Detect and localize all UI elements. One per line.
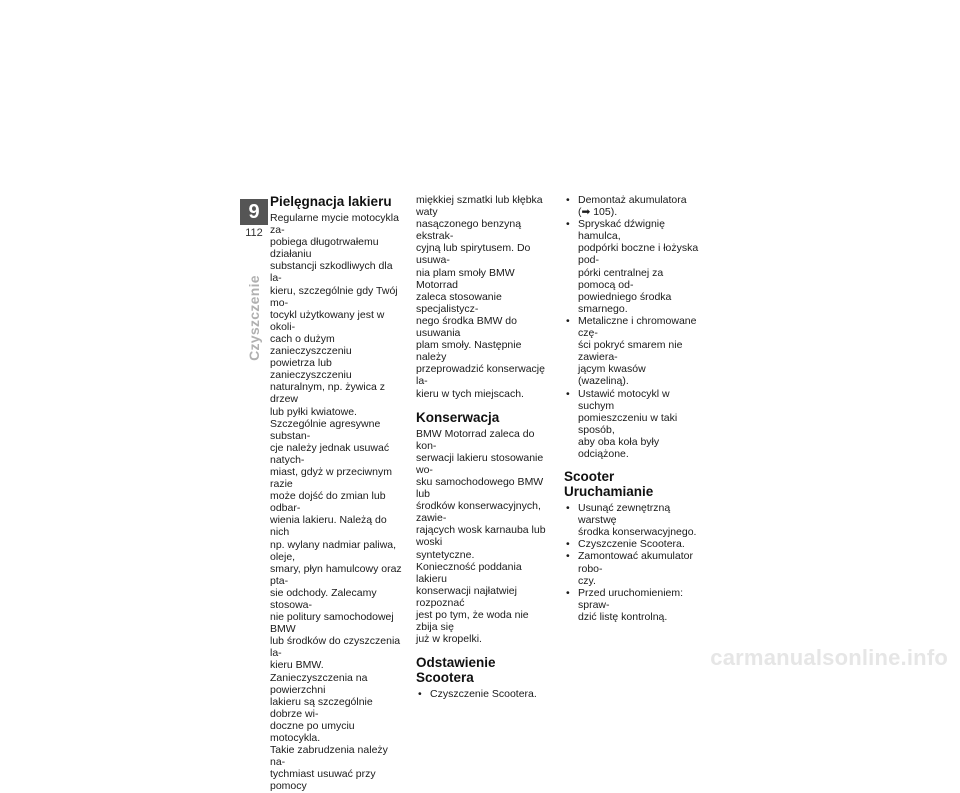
- chapter-number-badge: [240, 199, 268, 225]
- list-item: • Zamontować akumulator robo- czy.: [564, 550, 699, 586]
- list-item: • Przed uruchomieniem: spraw- dzić listę kontrolną.: [564, 587, 699, 623]
- section-side-title: Czyszczenie: [246, 275, 262, 361]
- watermark: carmanualsonline.info: [710, 645, 948, 670]
- chapter-number: 9: [248, 200, 260, 223]
- paragraph: BMW Motorrad zaleca do kon- serwacji lakieru stosowanie wo- sku samochodowego BMW lub środków konserwacyjnych, zawie- rających wosk karnauba lub woski syntetyczne.: [416, 427, 546, 561]
- heading-pielegnacja-lakieru: Pielęgnacja lakieru: [270, 194, 392, 209]
- paragraph: Zanieczyszczenia na powierzchni lakieru są szczególnie dobrze wi- doczne po umyciu motocykla. Takie zabrudzenia należy na- tychmiast usuwać przy pomocy: [270, 671, 388, 793]
- column-3: [564, 194, 699, 623]
- list-item: • Czyszczenie Scootera.: [416, 688, 551, 700]
- list-item: • Spryskać dźwignię hamulca, podpórki boczne i łożyska pod- pórki centralnej za pomocą od- powiedniego środka smarnego.: [564, 218, 699, 315]
- list-item: • Czyszczenie Scootera.: [564, 538, 699, 550]
- bullet-list: [564, 194, 699, 460]
- column-1: [270, 194, 405, 793]
- column-2: [416, 194, 551, 700]
- list-item: • Demontaż akumulatora (➡ 105).: [564, 194, 699, 218]
- bullet-list: [416, 688, 551, 700]
- list-item: • Metaliczne i chromowane czę- ści pokryć smarem nie zawiera- jącym kwasów (wazeliną).: [564, 315, 699, 388]
- list-item: • Usunąć zewnętrzną warstwę środka konserwacyjnego.: [564, 502, 699, 538]
- heading-konserwacja: Konserwacja: [416, 409, 500, 425]
- paragraph: Regularne mycie motocykla za- pobiega długotrwałemu działaniu substancji szkodliwych dla la- kieru, szczególnie gdy Twój mo- tocykl użytkowany jest w okoli- cach o dużym zanieczyszczeniu powietrza lub zanieczyszczeniu naturalnym, np. żywica z drzew lub pyłki kwiatowe.: [270, 212, 399, 418]
- paragraph-continuation: miękkiej szmatki lub kłębka waty nasączonego benzyną ekstrak- cyjną lub spirytusem. Do usuwa- nia plam smoły BMW Motorrad zaleca stosowanie specjalistycz- nego środka BMW do usuwania plam smoły. Następnie należy przeprowadzić konserwację la- kieru w tych miejscach.: [416, 194, 545, 400]
- paragraph: Konieczność poddania lakieru konserwacji najłatwiej rozpoznać jest po tym, że woda nie zbija się już w kropelki.: [416, 560, 529, 646]
- paragraph: Szczególnie agresywne substan- cje należy jednak usuwać natych- miast, gdyż w przeciwnym razie może dojść do zmian lub odbar- wienia lakieru. Należą do nich np. wylany nadmiar paliwa, oleje, smary, płyn hamulcowy oraz pta- sie odchody. Zalecamy stosowa- nie politury samochodowej BMW lub środków do czyszczenia la- kieru BMW.: [270, 417, 402, 672]
- list-item: • Ustawić motocykl w suchym pomieszczeniu w taki sposób, aby oba koła były odciążone.: [564, 388, 699, 461]
- page-number: 112: [245, 227, 263, 239]
- heading-scooter-uruchamianie: Scooter Uruchamianie: [564, 469, 654, 500]
- bullet-list: [564, 502, 699, 623]
- heading-odstawienie-scootera: Odstawienie Scootera: [416, 655, 496, 686]
